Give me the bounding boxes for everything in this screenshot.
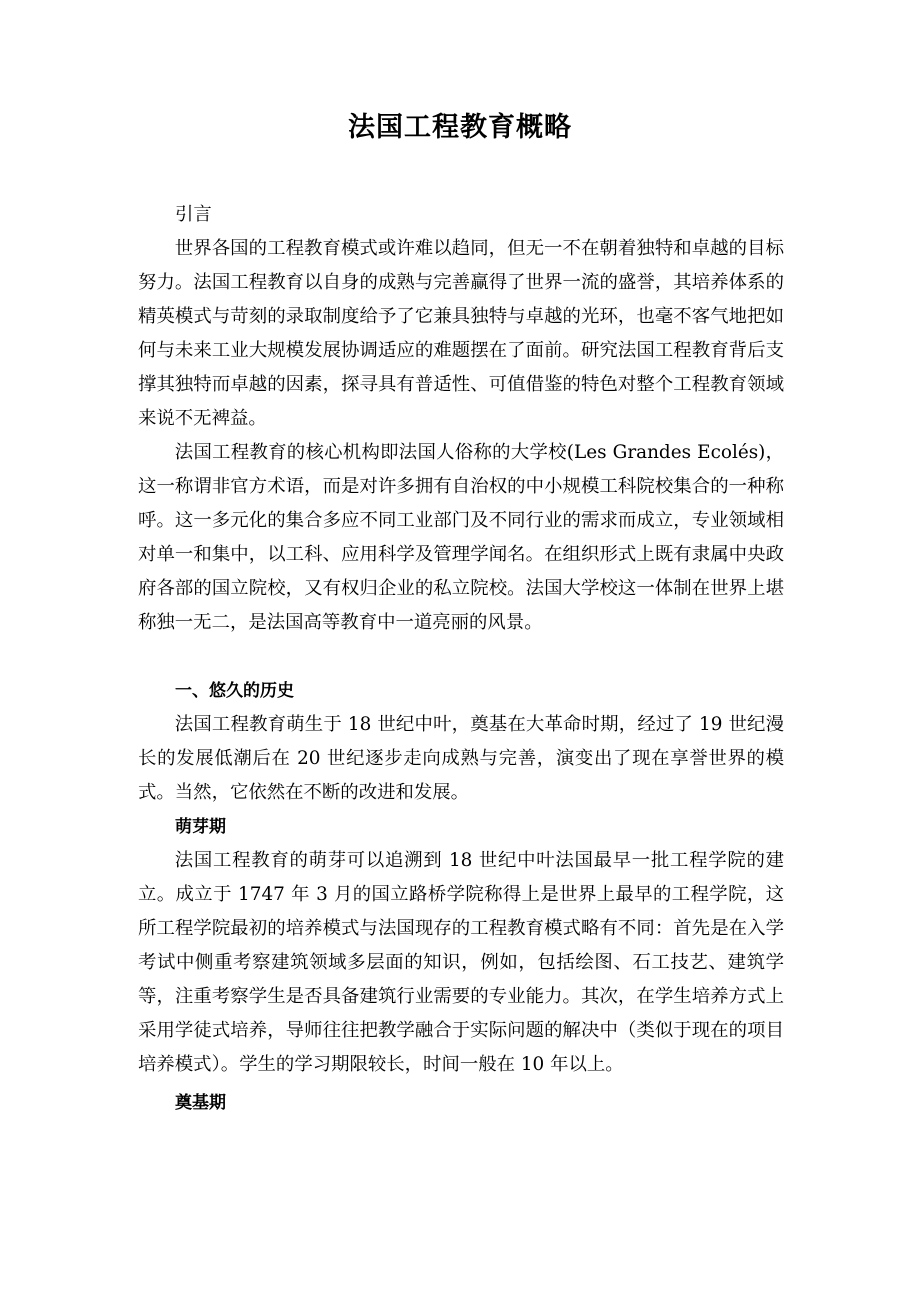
intro-paragraph-1: 世界各国的工程教育模式或许难以趋同，但无一不在朝着独特和卓越的目标努力。法国工程教育以自身的成熟与完善赢得了世界一流的盛誉，其培养体系的精英模式与苛刻的录取制度给予了它兼具独特与卓越的光环，也毫不客气地把如何与未来工业大规模发展协调适应的难题摆在了面前。研究法国工程教育背后支撑其独特而卓越的因素，探寻具有普适性、可值借鉴的特色对整个工程教育领域来说不无裨益。	[138, 238, 784, 429]
intro-label: 引言	[175, 204, 212, 225]
intro-paragraph-2: 法国工程教育的核心机构即法国人俗称的大学校(Les Grandes Ecolés)，这一称谓非官方术语，而是对许多拥有自治权的中小规模工科院校集合的一种称呼。这一多元化的集合多应不同工业部门及不同行业的需求而成立，专业领域相对单一和集中，以工科、应用科学及管理学闻名。在组织形式上既有隶属中央政府各部的国立院校，又有权归企业的私立院校。法国大学校这一体制在世界上堪称独一无二，是法国高等教育中一道亮丽的风景。	[138, 442, 784, 633]
document-title: 法国工程教育概略	[348, 112, 572, 143]
section-1-heading: 一、悠久的历史	[175, 681, 294, 701]
section-1-paragraph: 法国工程教育萌生于 18 世纪中叶，奠基在大革命时期，经过了 19 世纪漫长的发展低潮后在 20 世纪逐步走向成熟与完善，演变出了现在享誉世界的模式。当然，它依然在不断的改进和发展。	[138, 714, 784, 803]
subsection-germination-heading: 萌芽期	[175, 817, 226, 837]
section-spacer	[138, 640, 784, 674]
subsection-foundation-heading: 奠基期	[175, 1093, 226, 1113]
subsection-germination-paragraph: 法国工程教育的萌芽可以追溯到 18 世纪中叶法国最早一批工程学院的建立。成立于 1747 年 3 月的国立路桥学院称得上是世界上最早的工程学院，这所工程学院最初的培养模式与法国现存的工程教育模式略有不同：首先是在入学考试中侧重考察建筑领域多层面的知识，例如，包括绘图、石工技艺、建筑学等，注重考察学生是否具备建筑行业需要的专业能力。其次，在学生培养方式上采用学徒式培养，导师往往把教学融合于实际问题的解决中（类似于现在的项目培养模式）。学生的学习期限较长，时间一般在 10 年以上。	[138, 850, 784, 1075]
document-body	[138, 198, 784, 1120]
